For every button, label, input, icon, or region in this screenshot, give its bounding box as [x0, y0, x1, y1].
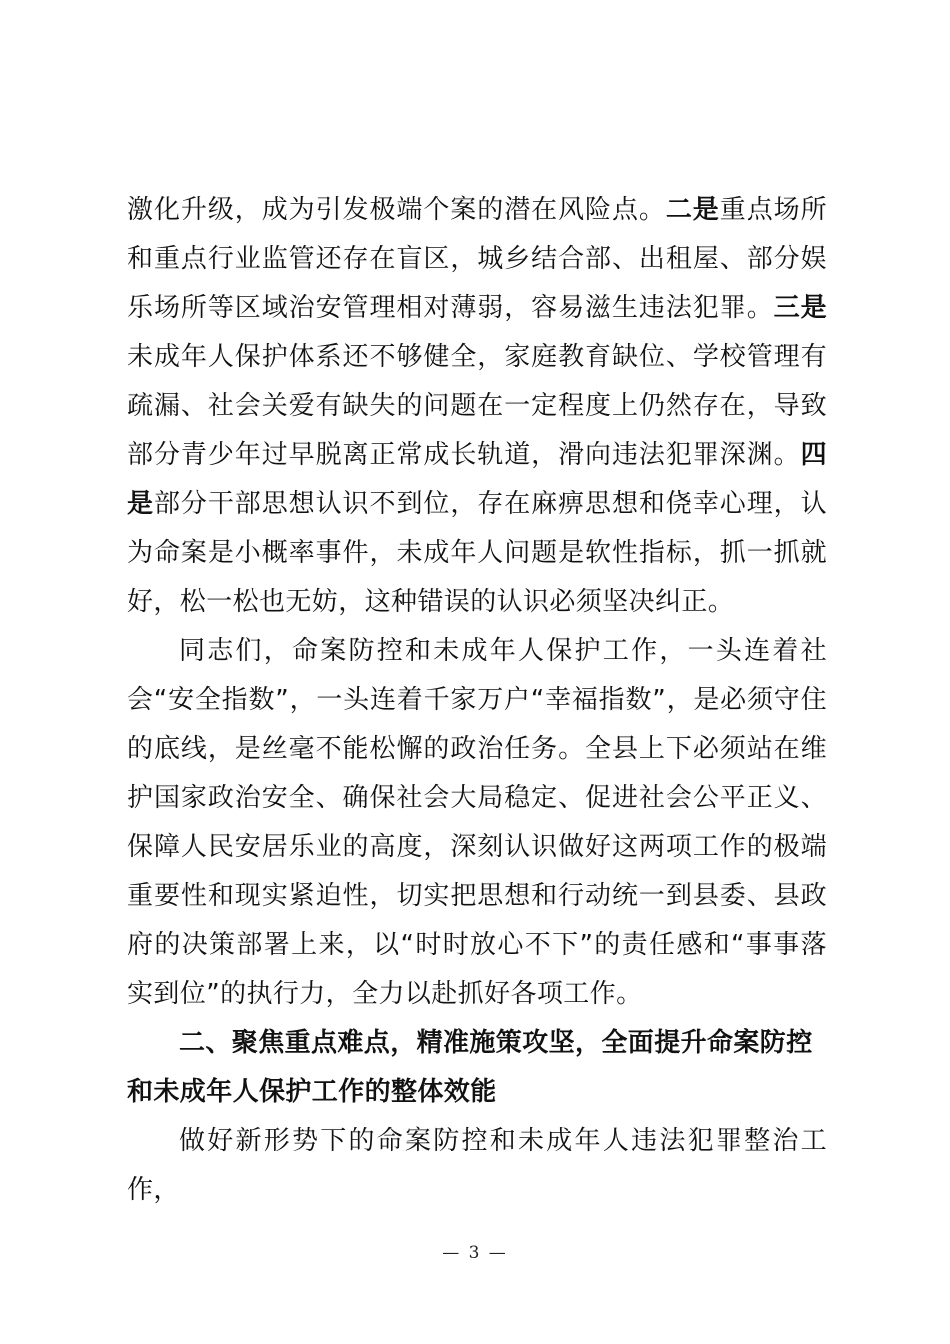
emphasis-fourth: 四是: [127, 440, 827, 519]
paragraph-new-situation: 做好新形势下的命案防控和未成年人违法犯罪整治工作，: [127, 1126, 827, 1205]
section-heading: 二、聚焦重点难点，精准施策攻坚，全面提升命案防控和未成年人保护工作的整体效能: [127, 1028, 813, 1107]
paragraph-text: 激化升级，成为引发极端个案的潜在风险点。: [127, 195, 666, 225]
document-body: [127, 186, 827, 1215]
paragraph-risk-points: [127, 186, 827, 627]
emphasis-second: 二是: [665, 195, 720, 225]
paragraph-text: 重点场所和重点行业监管还存在盲区，城乡结合部、出租屋、部分娱乐场所等区域治安管理相对薄弱，容易滋生违法犯罪。: [127, 195, 827, 323]
paragraph-comrades: 同志们，命案防控和未成年人保护工作，一头连着社会“安全指数”，一头连着千家万户“幸福指数”，是必须守住的底线，是丝毫不能松懈的政治任务。全县上下必须站在维护国家政治安全、确保社会大局稳定、促进社会公平正义、保障人民安居乐业的高度，深刻认识做好这两项工作的极端重要性和现实紧迫性，切实把思想和行动统一到县委、县政府的决策部署上来，以“时时放心不下”的责任感和“事事落实到位”的执行力，全力以赴抓好各项工作。: [127, 636, 827, 1009]
paragraph-text: 未成年人保护体系还不够健全，家庭教育缺位、学校管理有疏漏、社会关爱有缺失的问题在一定程度上仍然存在，导致部分青少年过早脱离正常成长轨道，滑向违法犯罪深渊。: [127, 342, 827, 470]
page-number: — 3 —: [442, 1243, 508, 1263]
emphasis-third: 三是: [773, 293, 827, 323]
paragraph-text: 部分干部思想认识不到位，存在麻痹思想和侥幸心理，认为命案是小概率事件，未成年人问题是软性指标，抓一抓就好，松一松也无妨，这种错误的认识必须坚决纠正。: [127, 489, 827, 617]
